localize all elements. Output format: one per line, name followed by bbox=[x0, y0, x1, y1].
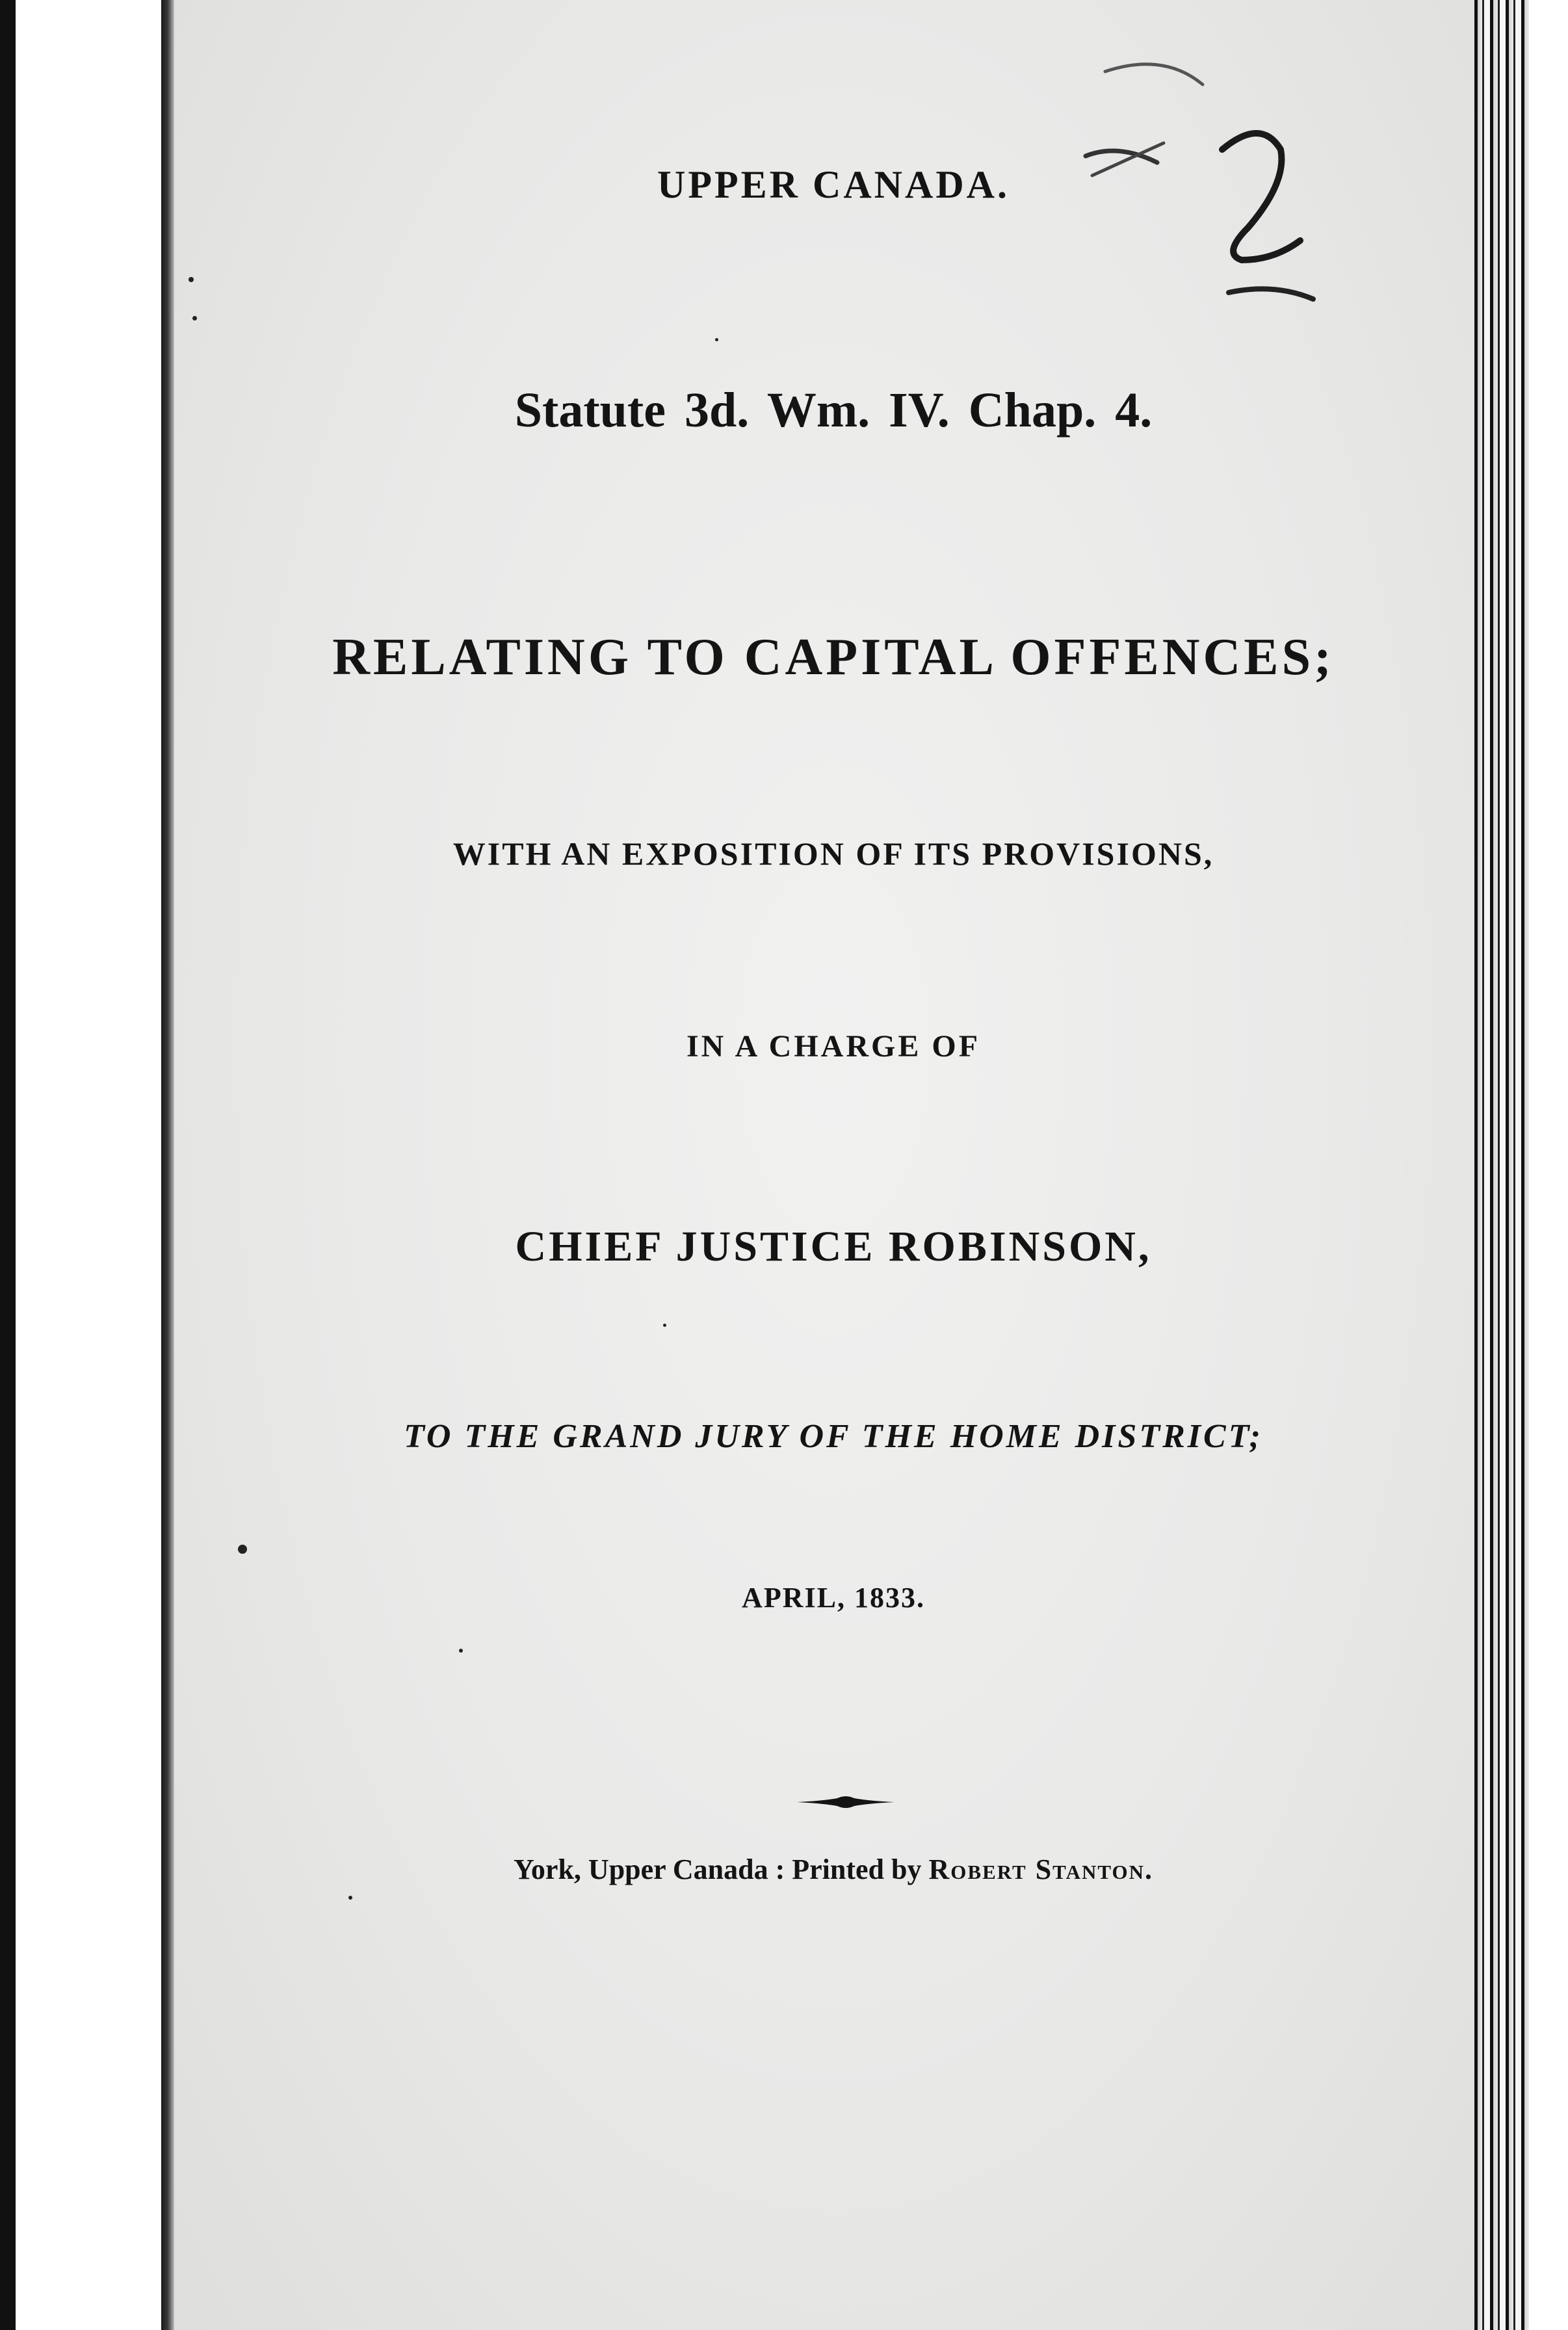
publication-date: APRIL, 1833. bbox=[742, 1582, 925, 1614]
ornament-dash-icon bbox=[797, 1789, 895, 1815]
scan-left-edge bbox=[0, 0, 16, 2330]
header-upper-canada: UPPER CANADA. bbox=[657, 163, 1010, 206]
scan-speck bbox=[189, 277, 194, 282]
author-name: CHIEF JUSTICE ROBINSON, bbox=[515, 1223, 1152, 1270]
subtitle-exposition: WITH AN EXPOSITION OF ITS PROVISIONS, bbox=[452, 835, 1214, 872]
document-title: RELATING TO CAPITAL OFFENCES; bbox=[332, 629, 1335, 686]
charge-line: IN A CHARGE OF bbox=[686, 1029, 981, 1064]
imprint bbox=[174, 1853, 1493, 1886]
imprint-place: York, Upper Canada : Printed by bbox=[514, 1853, 922, 1885]
audience-line: TO THE GRAND JURY OF THE HOME DISTRICT; bbox=[404, 1418, 1263, 1455]
scan-speck bbox=[192, 316, 197, 321]
book-spine-shadow bbox=[161, 0, 176, 2330]
scan-speck bbox=[663, 1324, 666, 1327]
scan-speck bbox=[238, 1545, 247, 1554]
statute-reference: Statute 3d. Wm. IV. Chap. 4. bbox=[514, 383, 1153, 438]
page-edges bbox=[1474, 0, 1568, 2330]
title-page bbox=[174, 0, 1493, 2330]
imprint-printer: Robert Stanton. bbox=[928, 1853, 1153, 1885]
scan-speck bbox=[459, 1649, 463, 1653]
scan-speck bbox=[348, 1896, 352, 1900]
blank-facing-page bbox=[16, 0, 166, 2330]
scan-speck bbox=[715, 338, 718, 341]
